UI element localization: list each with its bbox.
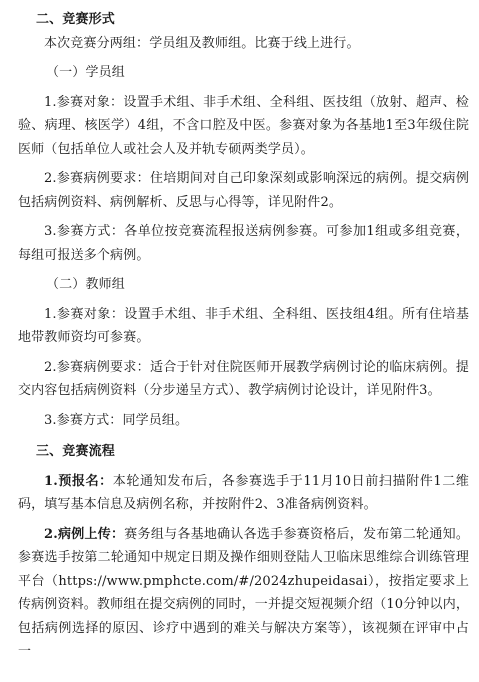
process-case-upload xyxy=(18,523,469,664)
teacher-group-case-requirements: 2.参赛病例要求：适合于针对住院医师开展教学病例讨论的临床病例。提交内容包括病例资料（分步递呈方式）、教学病例讨论设计，详见附件3。 xyxy=(18,359,469,398)
subsection-heading-teacher-group: （二）教师组 xyxy=(46,277,125,292)
teacher-group-participants: 1.参赛对象：设置手术组、非手术组、全科组、医技组4组。所有住培基地带教师资均可参赛。 xyxy=(18,306,469,345)
section-heading-competition-process: 三、竞赛流程 xyxy=(36,444,115,459)
pre-registration-body: 本轮通知发布后，各参赛选手于11月10日前扫描附件1二维码，填写基本信息及病例名称，并按附件2、3准备病例资料。 xyxy=(18,473,469,512)
pre-registration-lead: 1.预报名： xyxy=(44,473,113,489)
teacher-group-method: 3.参赛方式：同学员组。 xyxy=(44,412,189,428)
student-group-method: 3.参赛方式：各单位按竞赛流程报送病例参赛。可参加1组或多组竞赛，每组可报送多个病例。 xyxy=(18,224,469,263)
case-upload-lead: 2.病例上传： xyxy=(44,526,125,542)
student-group-case-requirements: 2.参赛病例要求：住培期间对自己印象深刻或影响深远的病例。提交病例包括病例资料、病例解析、反思与心得等，详见附件2。 xyxy=(18,171,469,210)
section-heading-competition-format: 二、竞赛形式 xyxy=(36,12,115,27)
competition-format-intro: 本次竞赛分两组：学员组及教师组。比赛于线上进行。 xyxy=(44,35,360,51)
case-upload-body: 赛务组与各基地确认各选手参赛资格后，发布第二轮通知。参赛选手按第二轮通知中规定日期及操作细则登陆人卫临床思维综合训练管理平台（https://www.pmphcte.com/#/2024zhupeidasai），按指定要求上传病例资料。教师组在提交病例的同时，一并提交短视频介绍（10分钟以内，包括病例选择的原因、诊疗中遇到的难关与解决方案等），该视频在评审中占一 xyxy=(18,526,469,659)
subsection-heading-student-group: （一）学员组 xyxy=(46,65,125,80)
student-group-participants: 1.参赛对象：设置手术组、非手术组、全科组、医技组（放射、超声、检验、病理、核医学）4组，不含口腔及中医。参赛对象为各基地1至3年级住院医师（包括单位人或社会人及并轨专硕两类学员）。 xyxy=(18,94,469,157)
process-pre-registration xyxy=(18,470,469,517)
